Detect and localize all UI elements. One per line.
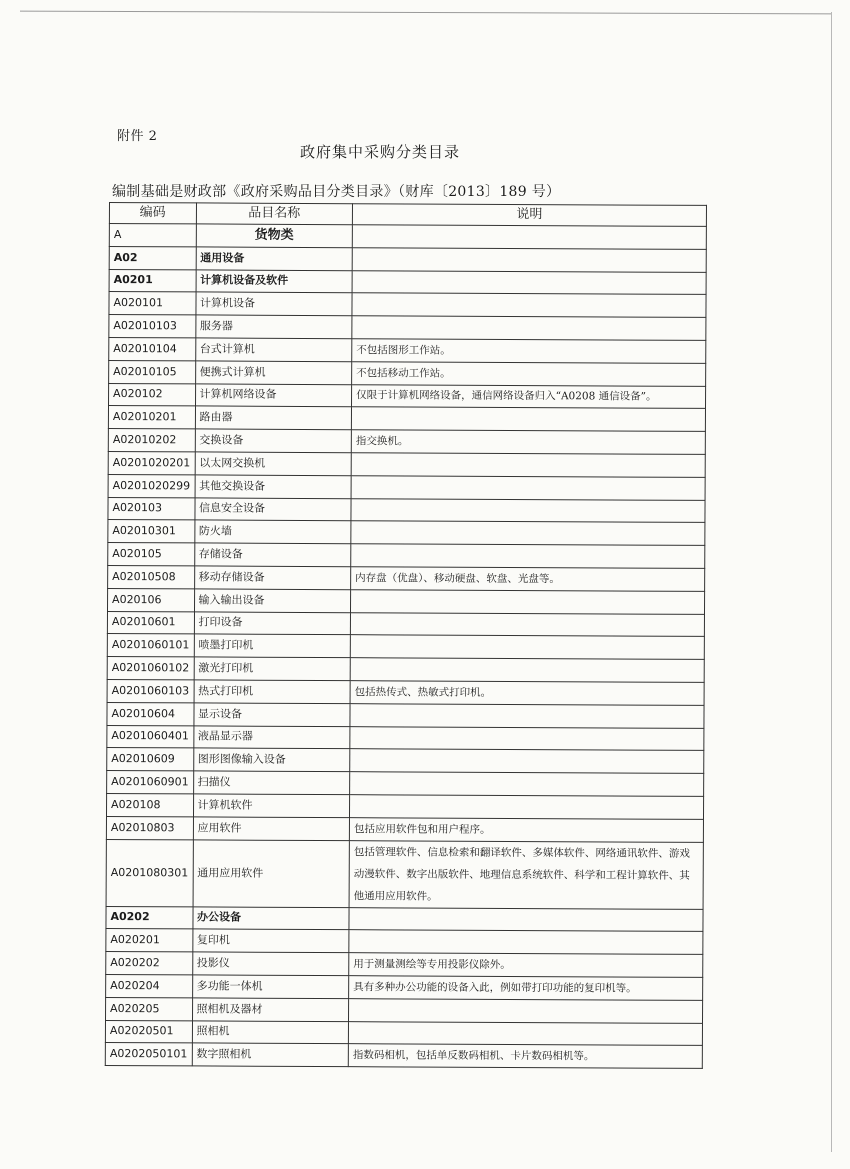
cell-description: 不包括移动工作站。 <box>352 361 706 386</box>
cell-item-name: 货物类 <box>196 224 353 248</box>
cell-description <box>349 998 703 1023</box>
table-row <box>108 451 705 477</box>
cell-item-name: 信息安全设备 <box>194 497 351 521</box>
cell-description <box>351 544 705 569</box>
table-row <box>109 337 706 363</box>
cell-item-name: 其他交换设备 <box>195 475 352 499</box>
cell-description <box>352 270 706 295</box>
cell-item-name: 通用应用软件 <box>193 839 350 907</box>
cell-code: A0201060101 <box>107 634 194 657</box>
table-row <box>106 952 703 978</box>
table-row <box>109 360 706 386</box>
cell-description <box>350 635 704 660</box>
table-row <box>108 474 705 500</box>
cell-description <box>352 316 706 341</box>
cell-item-name: 输入输出设备 <box>194 589 351 613</box>
table-row <box>106 974 703 1000</box>
table-header-row <box>109 203 706 227</box>
cell-item-name: 投影仪 <box>192 952 349 976</box>
table-row <box>108 429 705 455</box>
cell-description <box>348 1021 702 1046</box>
table-row <box>107 771 704 797</box>
cell-item-name: 多功能一体机 <box>192 975 349 999</box>
cell-code: A020204 <box>106 974 193 997</box>
table-row <box>105 1020 702 1046</box>
cell-item-name: 照相机 <box>192 1020 349 1044</box>
table-row <box>109 246 706 272</box>
cell-description: 包括应用软件包和用户程序。 <box>349 817 703 842</box>
cell-code: A0201020299 <box>108 474 195 497</box>
table-row <box>109 292 706 318</box>
cell-item-name: 服务器 <box>195 315 352 339</box>
attachment-label: 附件 2 <box>117 129 158 144</box>
cell-code: A02010105 <box>109 360 196 383</box>
cell-item-name: 数字照相机 <box>192 1043 349 1067</box>
cell-description <box>350 749 704 774</box>
cell-description <box>350 612 704 637</box>
cell-item-name: 激光打印机 <box>194 657 351 681</box>
cell-item-name: 计算机网络设备 <box>195 384 352 408</box>
table-row <box>108 565 705 591</box>
cell-description <box>350 772 704 797</box>
cell-item-name: 扫描仪 <box>193 771 350 795</box>
table-row <box>108 406 705 432</box>
cell-code: A020105 <box>108 543 195 566</box>
procurement-catalog-table <box>105 202 707 1069</box>
cell-item-name: 便携式计算机 <box>195 361 352 385</box>
cell-item-name: 防火墙 <box>194 520 351 544</box>
cell-code: A020103 <box>108 497 195 520</box>
cell-code: A0202050101 <box>105 1043 192 1066</box>
cell-description: 指数码相机，包括单反数码相机、卡片数码相机等。 <box>348 1044 702 1069</box>
cell-description <box>349 930 703 955</box>
table-row <box>109 383 706 409</box>
cell-code: A0201060901 <box>107 771 194 794</box>
table-row <box>109 224 706 250</box>
table-row <box>107 611 704 637</box>
cell-description: 包括热传式、热敏式打印机。 <box>350 681 704 706</box>
cell-item-name: 应用软件 <box>193 817 350 841</box>
cell-code: A020102 <box>109 383 196 406</box>
cell-item-name: 台式计算机 <box>195 338 352 362</box>
table-row <box>106 929 703 955</box>
cell-item-name: 存储设备 <box>194 543 351 567</box>
table-row <box>108 520 705 546</box>
cell-code: A0202 <box>106 906 193 929</box>
cell-code: A02010104 <box>109 337 196 360</box>
cell-code: A <box>109 224 196 247</box>
header-name: 品目名称 <box>196 203 353 225</box>
cell-item-name: 热式打印机 <box>194 680 351 704</box>
cell-description <box>350 703 704 728</box>
cell-description: 指交换机。 <box>351 430 705 455</box>
cell-description <box>351 475 705 500</box>
table-row <box>106 906 703 932</box>
header-code: 编码 <box>109 203 196 224</box>
cell-code: A020106 <box>108 588 195 611</box>
cell-item-name: 计算机设备 <box>195 292 352 316</box>
cell-code: A02010103 <box>109 315 196 338</box>
cell-description <box>351 498 705 523</box>
cell-code: A02010604 <box>107 702 194 725</box>
cell-description <box>352 293 706 318</box>
table-row <box>109 315 706 341</box>
cell-description <box>349 907 703 932</box>
cell-code: A020205 <box>106 997 193 1020</box>
cell-code: A0201 <box>109 269 196 292</box>
cell-item-name: 照相机及器材 <box>192 998 349 1022</box>
cell-description <box>351 453 705 478</box>
cell-code: A0201020201 <box>108 451 195 474</box>
cell-item-name: 打印设备 <box>194 611 351 635</box>
table-body <box>105 224 706 1069</box>
cell-description <box>350 658 704 683</box>
cell-code: A020202 <box>106 952 193 975</box>
cell-code: A02010301 <box>108 520 195 543</box>
cell-description <box>351 521 705 546</box>
cell-code: A02010601 <box>107 611 194 634</box>
cell-code: A020201 <box>106 929 193 952</box>
cell-item-name: 交换设备 <box>195 429 352 453</box>
table-row <box>107 725 704 751</box>
cell-item-name: 通用设备 <box>196 247 353 271</box>
cell-code: A020108 <box>106 793 193 816</box>
cell-description <box>352 225 706 250</box>
table-row <box>109 269 706 295</box>
cell-code: A0201060103 <box>107 679 194 702</box>
cell-item-name: 液晶显示器 <box>193 725 350 749</box>
cell-description <box>352 247 706 272</box>
cell-item-name: 计算机软件 <box>193 794 350 818</box>
cell-code: A02010202 <box>108 429 195 452</box>
cell-code: A0201060401 <box>107 725 194 748</box>
table-row <box>107 679 704 705</box>
cell-description <box>351 407 705 432</box>
cell-description: 用于测量测绘等专用投影仪除外。 <box>349 953 703 978</box>
table-row <box>107 748 704 774</box>
cell-item-name: 移动存储设备 <box>194 566 351 590</box>
document-title: 政府集中采购分类目录 <box>300 143 461 161</box>
cell-description: 内存盘（优盘）、移动硬盘、软盘、光盘等。 <box>351 567 705 592</box>
table-row <box>107 702 704 728</box>
table-row <box>106 816 703 842</box>
cell-code: A0201060102 <box>107 657 194 680</box>
compilation-basis: 编制基础是财政部《政府采购品目分类目录》（财库〔2013〕189 号） <box>112 184 561 200</box>
cell-item-name: 喷墨打印机 <box>194 634 351 658</box>
cell-code: A02010508 <box>108 565 195 588</box>
cell-item-name: 路由器 <box>195 406 352 430</box>
cell-description <box>351 589 705 614</box>
table-row <box>108 543 705 569</box>
cell-item-name: 计算机设备及软件 <box>196 270 353 294</box>
table-row <box>105 1043 702 1069</box>
cell-code: A020101 <box>109 292 196 315</box>
cell-item-name: 复印机 <box>192 929 349 953</box>
cell-description: 具有多种办公功能的设备入此，例如带打印功能的复印机等。 <box>349 976 703 1001</box>
table-row <box>108 588 705 614</box>
cell-code: A02010201 <box>108 406 195 429</box>
table-row <box>108 497 705 523</box>
scan-edge-right <box>831 12 832 1152</box>
cell-description <box>350 795 704 820</box>
cell-code: A02 <box>109 246 196 269</box>
cell-code: A02010803 <box>106 816 193 839</box>
cell-item-name: 以太网交换机 <box>195 452 352 476</box>
cell-description <box>350 726 704 751</box>
table-row <box>107 634 704 660</box>
cell-item-name: 办公设备 <box>192 906 349 930</box>
table-row <box>106 839 703 909</box>
table-row <box>106 997 703 1023</box>
table-row <box>106 793 703 819</box>
cell-code: A02010609 <box>107 748 194 771</box>
cell-item-name: 图形图像输入设备 <box>193 748 350 772</box>
cell-description: 仅限于计算机网络设备，通信网络设备归入“A0208 通信设备”。 <box>352 384 706 409</box>
cell-description: 不包括图形工作站。 <box>352 339 706 364</box>
cell-item-name: 显示设备 <box>193 703 350 727</box>
table-row <box>107 657 704 683</box>
cell-description: 包括管理软件、信息检索和翻译软件、多媒体软件、网络通讯软件、游戏动漫软件、数字出版软件、地理信息系统软件、科学和工程计算软件、其他通用应用软件。 <box>349 840 703 909</box>
cell-code: A0201080301 <box>106 839 193 906</box>
cell-code: A02020501 <box>105 1020 192 1043</box>
header-description: 说明 <box>352 204 706 227</box>
